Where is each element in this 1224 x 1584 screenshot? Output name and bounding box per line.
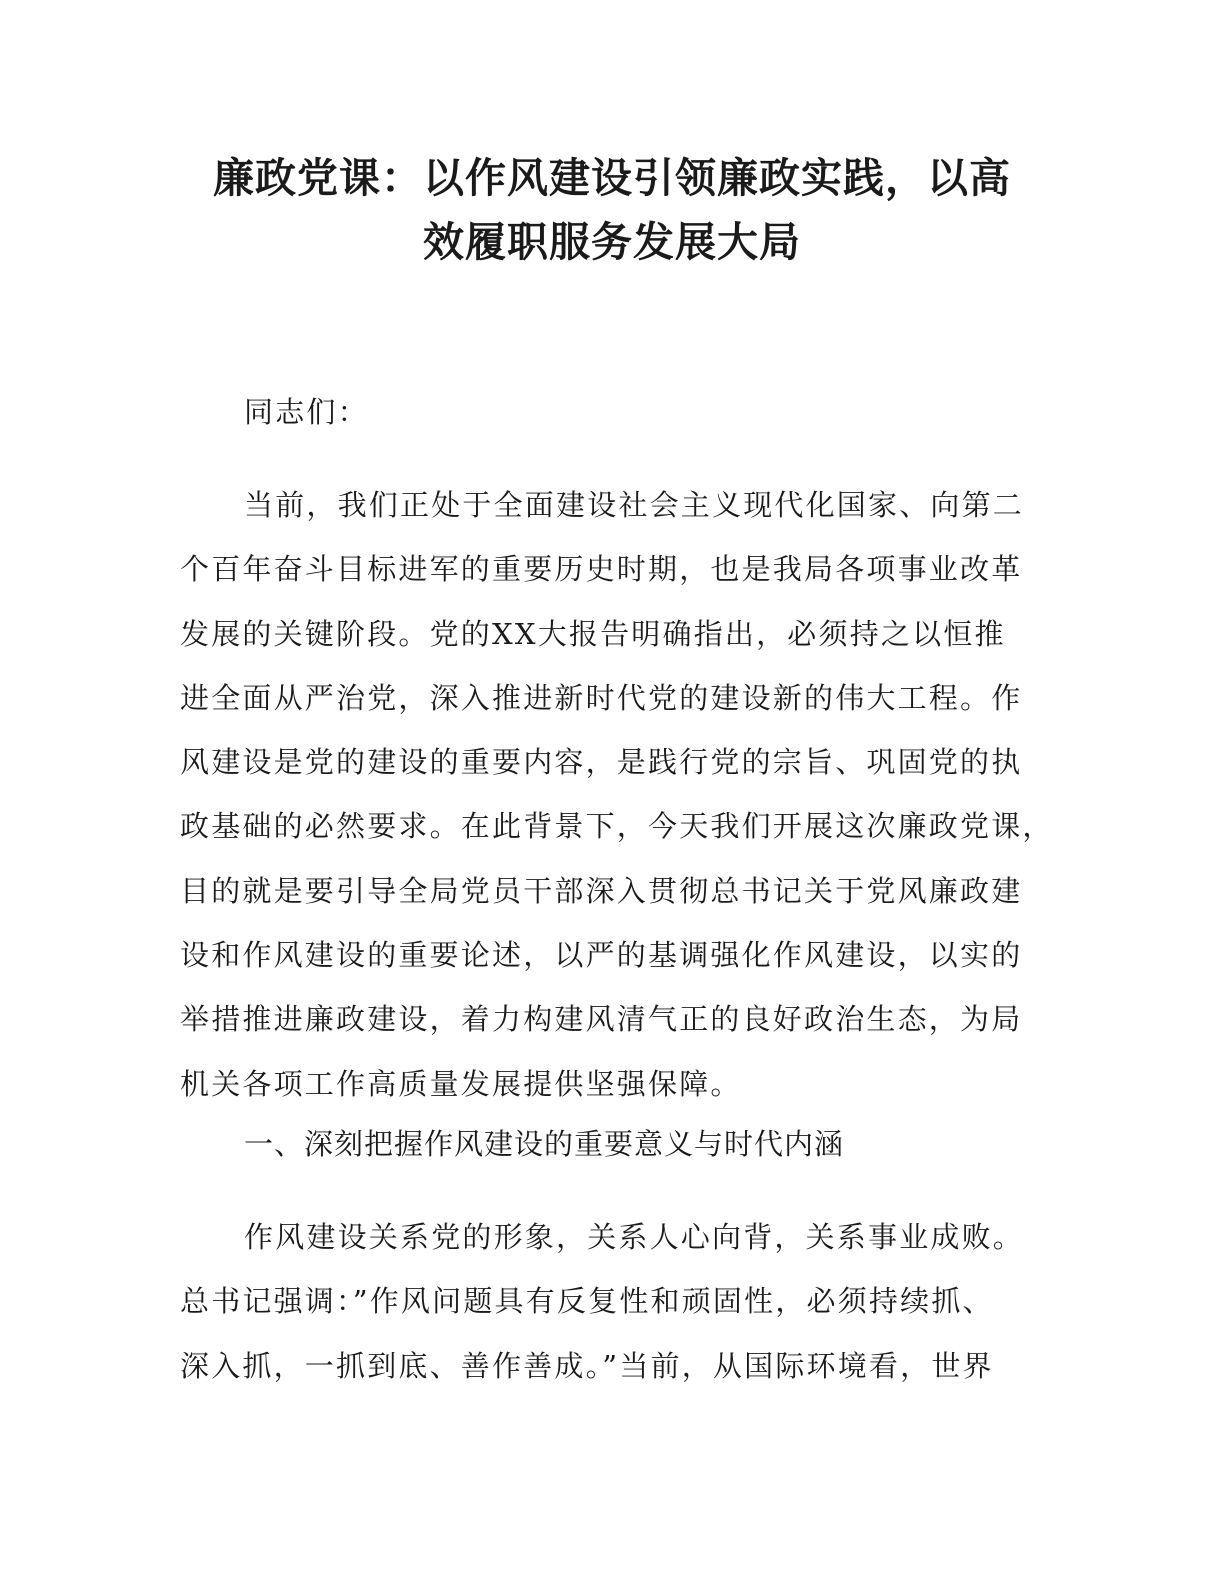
paragraph-line: 进全面从严治党，深入推进新时代党的建设新的伟大工程。作 [180,680,1023,715]
salutation: 同志们： [244,395,369,429]
paragraph-line: 当前，我们正处于全面建设社会主义现代化国家、向第二 [244,488,1025,522]
paragraph-line: 政基础的必然要求。在此背景下，今天我们开展这次廉政党课， [180,809,1054,844]
paragraph-line: 深入抓，一抓到底、善作善成。”当前，从国际环境看，世界 [180,1348,994,1383]
paragraph-line: 举措推进廉政建设，着力构建风清气正的良好政治生态，为局 [180,1002,1023,1037]
paragraph-line: 个百年奋斗目标进军的重要历史时期，也是我局各项事业改革 [180,552,1023,587]
paragraph-line: 目的就是要引导全局党员干部深入贯彻总书记关于党风廉政建 [180,873,1023,908]
section-heading: 一、深刻把握作风建设的重要意义与时代内涵 [244,1127,845,1161]
title-line: 效履职服务发展大局 [423,218,801,266]
paragraph-line: 机关各项工作高质量发展提供坚强保障。 [180,1066,742,1101]
paragraph-line: 作风建设关系党的形象，关系人心向背，关系事业成败。 [244,1220,1025,1254]
paragraph-line: 发展的关键阶段。党的XX大报告明确指出，必须持之以恒推 [180,616,1006,651]
paragraph-line: 设和作风建设的重要论述，以严的基调强化作风建设，以实的 [180,938,1023,973]
paragraph-intro [180,473,1054,1116]
document-title [160,146,1064,274]
paragraph-line: 总书记强调：”作风问题具有反复性和顽固性，必须持续抓、 [180,1284,994,1319]
title-line: 廉政党课：以作风建设引领廉政实践，以高 [213,154,1011,202]
paragraph-section-one [180,1205,1040,1398]
paragraph-line: 风建设是党的建设的重要内容，是践行党的宗旨、巩固党的执 [180,745,1023,780]
